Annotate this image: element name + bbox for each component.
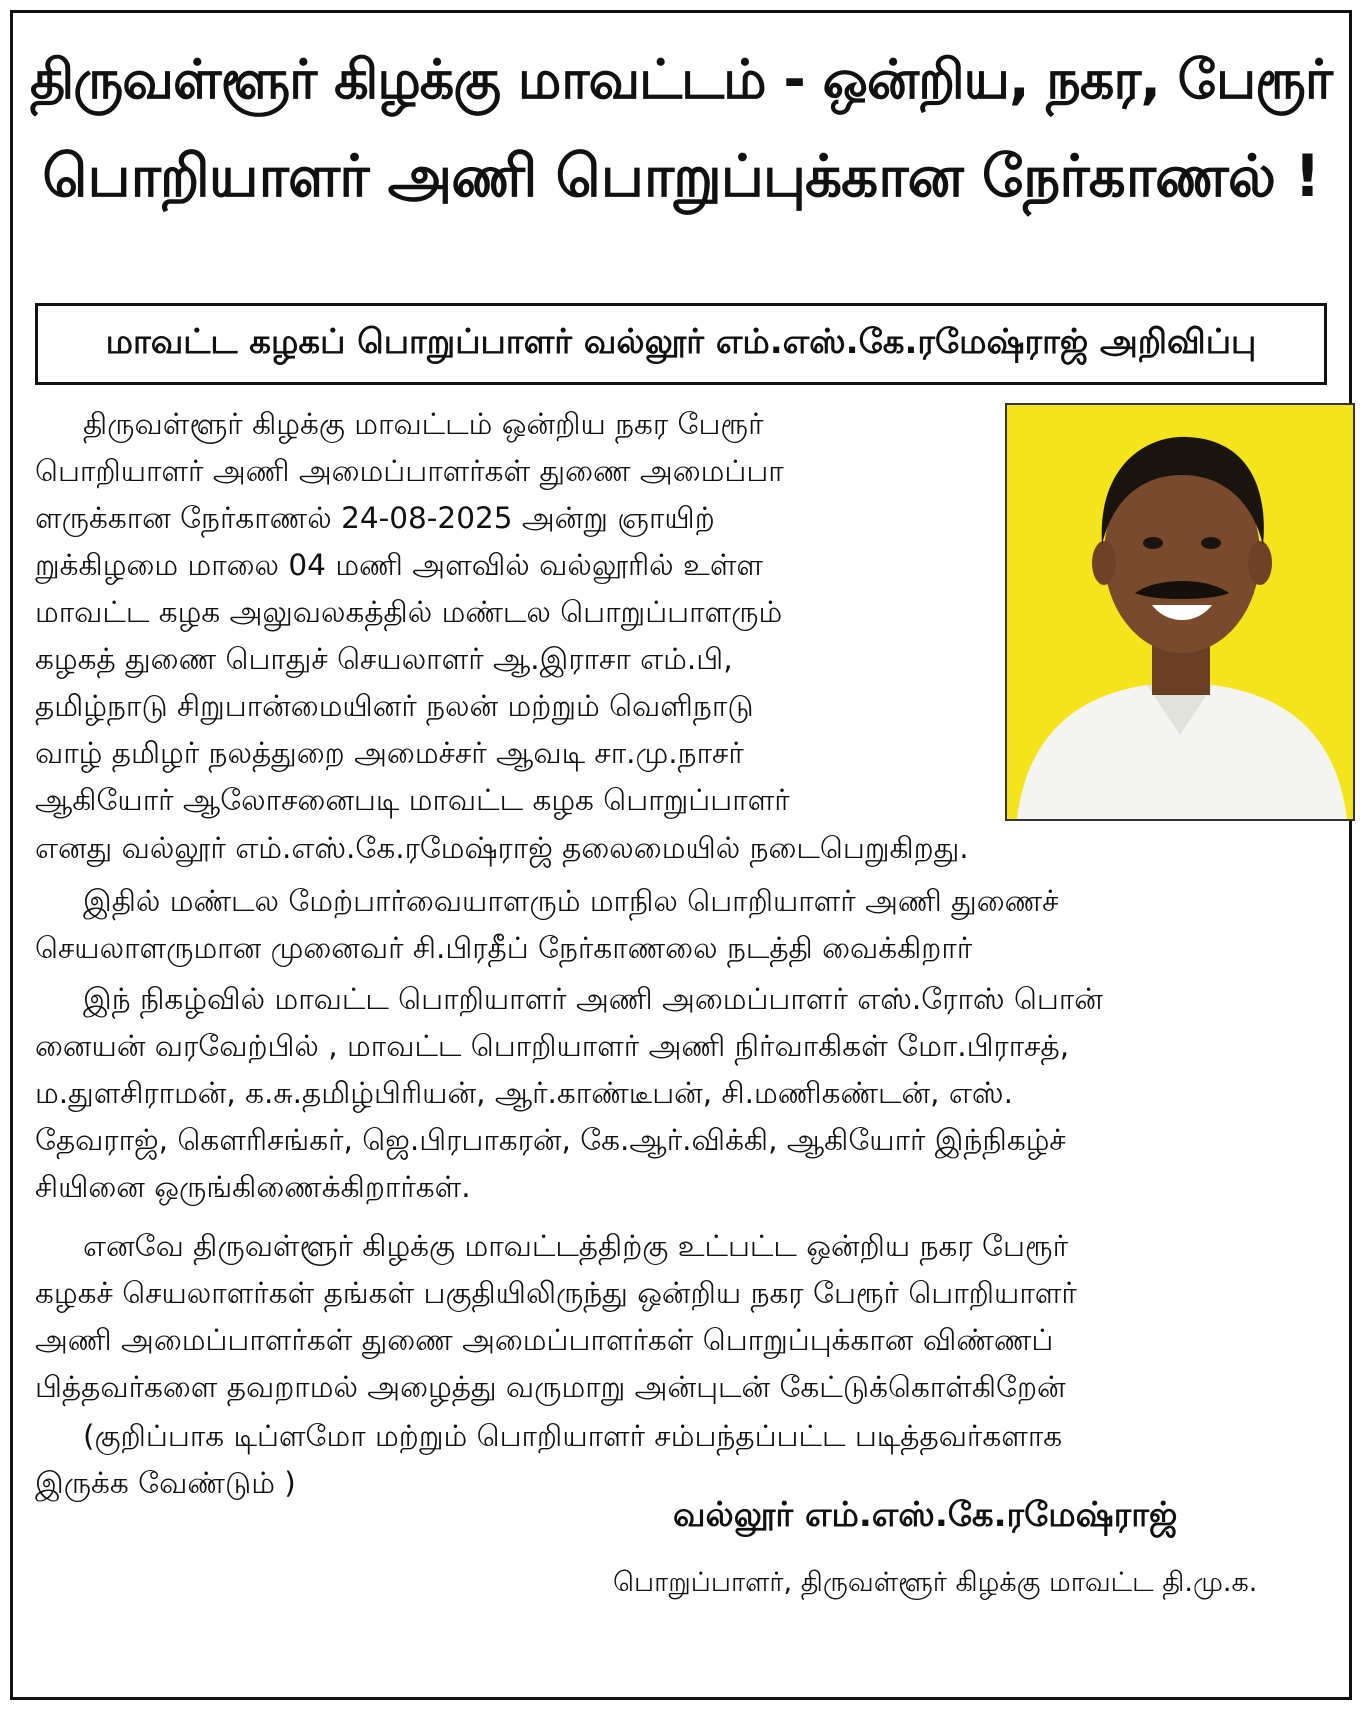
- body-line: ஆகியோர் ஆலோசனைபடி மாவட்ட கழக பொறுப்பாளர்: [35, 783, 790, 817]
- body-line: இந் நிகழ்வில் மாவட்ட பொறியாளர் அணி அமைப்பாளர் எஸ்.ரோஸ் பொன்: [83, 982, 1103, 1016]
- right-eye: [1201, 537, 1221, 549]
- body-line: எனது வல்லூர் எம்.எஸ்.கே.ரமேஷ்ராஜ் தலைமையில் நடைபெறுகிறது.: [35, 831, 969, 865]
- body-line: வாழ் தமிழர் நலத்துறை அமைச்சர் ஆவடி சா.மு.நாசர்: [35, 736, 744, 770]
- body-line: இருக்க வேண்டும் ): [35, 1466, 296, 1500]
- portrait-photo: [1005, 403, 1355, 821]
- body-line: பித்தவர்களை தவறாமல் அழைத்து வருமாறு அன்புடன் கேட்டுக்கொள்கிறேன்: [35, 1370, 1066, 1404]
- body-line: செயலாளருமான முனைவர் சி.பிரதீப் நேர்காணலை நடத்தி வைக்கிறார்: [35, 931, 973, 965]
- body-line: சியினை ஒருங்கிணைக்கிறார்கள்.: [35, 1170, 471, 1204]
- headline-line-1: திருவள்ளூர் கிழக்கு மாவட்டம் - ஒன்றிய, நகர, பேரூர்: [29, 48, 1333, 111]
- announcement-banner-text: மாவட்ட கழகப் பொறுப்பாளர் வல்லூர் எம்.எஸ்.கே.ரமேஷ்ராஜ் அறிவிப்பு: [105, 322, 1257, 362]
- body-line: அணி அமைப்பாளர்கள் துணை அமைப்பாளர்கள் பொறுப்புக்கான விண்ணப்: [35, 1323, 1054, 1357]
- left-eye: [1143, 537, 1163, 549]
- body-line: எனவே திருவள்ளூர் கிழக்கு மாவட்டத்திற்கு உட்பட்ட ஒன்றிய நகர பேரூர்: [83, 1229, 1068, 1263]
- body-line: றுக்கிழமை மாலை 04 மணி அளவில் வல்லூரில் உள்ள: [35, 548, 764, 582]
- signature-name: வல்லூர் எம்.எஸ்.கே.ரமேஷ்ராஜ்: [673, 1495, 1178, 1535]
- body-line: தேவராஜ், கௌரிசங்கர், ஜெ.பிரபாகரன், கே.ஆர்.விக்கி, ஆகியோர் இந்நிகழ்ச்: [35, 1123, 1066, 1157]
- right-ear: [1248, 541, 1272, 585]
- body-line: பொறியாளர் அணி அமைப்பாளர்கள் துணை அமைப்பா: [35, 454, 784, 488]
- body-line: ளருக்கான நேர்காணல் 24-08-2025 அன்று ஞாயிற்: [35, 501, 715, 535]
- signature-title: பொறுப்பாளர், திருவள்ளூர் கிழக்கு மாவட்ட தி.மு.க.: [613, 1567, 1258, 1598]
- portrait-illustration: [1007, 405, 1353, 819]
- body-line: இதில் மண்டல மேற்பார்வையாளரும் மாநில பொறியாளர் அணி துணைச்: [83, 884, 1059, 918]
- body-line: திருவள்ளூர் கிழக்கு மாவட்டம் ஒன்றிய நகர பேரூர்: [83, 407, 764, 441]
- body-line: கழகச் செயலாளர்கள் தங்கள் பகுதியிலிருந்து ஒன்றிய நகர பேரூர் பொறியாளர்: [35, 1276, 1077, 1310]
- headline-line-2: பொறியாளர் அணி பொறுப்புக்கான நேர்காணல் !: [42, 142, 1320, 210]
- notice-page: [10, 10, 1352, 1700]
- body-line: தமிழ்நாடு சிறுபான்மையினர் நலன் மற்றும் வெளிநாடு: [35, 689, 754, 723]
- body-line: (குறிப்பாக டிப்ளமோ மற்றும் பொறியாளர் சம்பந்தப்பட்ட படித்தவர்களாக: [83, 1419, 1063, 1453]
- body-line: கழகத் துணை பொதுச் செயலாளர் ஆ.இராசா எம்.பி,: [35, 642, 733, 676]
- body-line: மாவட்ட கழக அலுவலகத்தில் மண்டல பொறுப்பாளரும்: [35, 595, 783, 629]
- left-ear: [1092, 541, 1116, 585]
- announcement-banner: [35, 303, 1327, 385]
- body-line: ம.துளசிராமன், க.சு.தமிழ்பிரியன், ஆர்.காண்டீபன், சி.மணிகண்டன், எஸ்.: [35, 1076, 1013, 1110]
- body-line: னையன் வரவேற்பில் , மாவட்ட பொறியாளர் அணி நிர்வாகிகள் மோ.பிராசத்,: [35, 1029, 1070, 1063]
